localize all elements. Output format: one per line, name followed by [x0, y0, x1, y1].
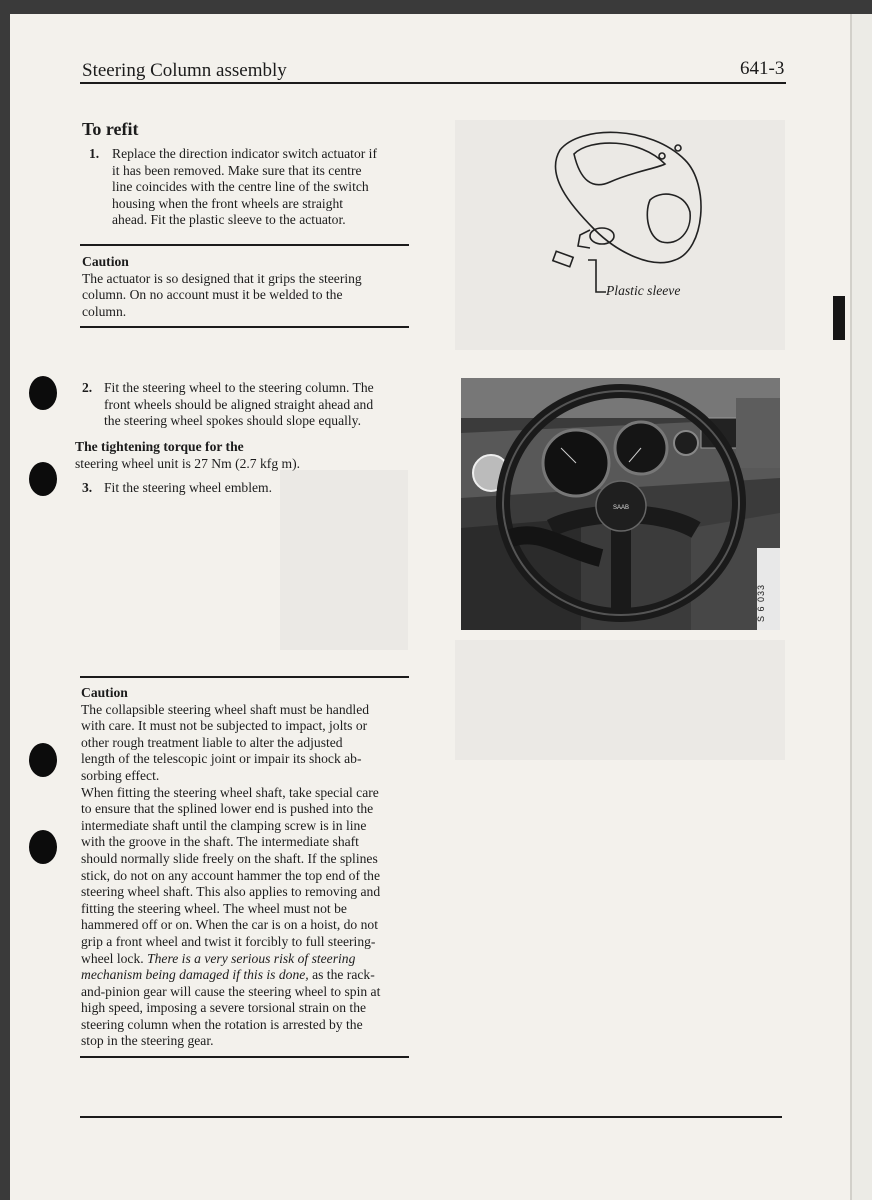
caution-box-1 [82, 254, 410, 320]
figure-code: S 6 033 [756, 583, 766, 622]
plastic-sleeve-label: Plastic sleeve [606, 283, 681, 298]
text-line: Fit the steering wheel to the steering column. The [104, 380, 374, 395]
text-line: with the groove in the shaft. The intermediate shaft [81, 834, 359, 850]
step-3-text: Fit the steering wheel emblem. [104, 480, 272, 495]
caution-title: Caution [82, 254, 129, 269]
text-line: with care. It must not be subjected to impact, jolts or [81, 718, 368, 734]
text-line: hammered off or on. When the car is on a hoist, do not [81, 917, 378, 933]
text-line: steering wheel shaft. This also applies to removing and [81, 884, 381, 900]
text-line-mixed [81, 967, 409, 984]
italic-warning: There is a very serious risk of steering [147, 950, 356, 966]
text-line: other rough treatment liable to alter the adjusted [81, 734, 343, 750]
page-number: 641-3 [740, 58, 785, 79]
text-line: The collapsible steering wheel shaft must be handled [81, 701, 370, 717]
step-number: 1. [89, 146, 100, 161]
text-line: ahead. Fit the plastic sleeve to the actuator. [112, 212, 346, 228]
text-line: stick, do not on any account hammer the top end of the [81, 867, 380, 883]
text-line: front wheels should be aligned straight ahead and [104, 396, 374, 412]
text-line: Replace the direction indicator switch actuator if [112, 146, 377, 161]
text-line: stop in the steering gear. [81, 1033, 214, 1049]
text-line: grip a front wheel and twist it forcibly to full steering- [81, 933, 376, 949]
text-line: column. On no account must it be welded to the [82, 287, 343, 303]
text-line: sorbing effect. [81, 767, 160, 783]
caution-rule-bottom [80, 1056, 409, 1058]
step-number: 3. [82, 480, 93, 495]
text-line: The actuator is so designed that it grips the steering [82, 270, 362, 286]
text-line: line coincides with the centre line of the switch [112, 179, 369, 195]
text-line: and-pinion gear will cause the steering wheel to spin at [81, 983, 381, 999]
binder-hole [29, 830, 57, 864]
step-number: 2. [82, 380, 93, 395]
header-rule [80, 82, 786, 84]
text-line: housing when the front wheels are straight [112, 195, 344, 211]
show-through-shadow [455, 640, 785, 760]
steering-wheel-diagram [540, 120, 720, 300]
binder-hole [29, 376, 57, 410]
text-line: length of the telescopic joint or impair its shock ab- [81, 751, 362, 767]
caution-rule-bottom [80, 326, 409, 328]
step-2-text [104, 380, 402, 430]
binder-hole [29, 462, 57, 496]
step-1-text [112, 146, 410, 229]
text-run: as the rack- [312, 967, 375, 983]
torque-spec [75, 439, 405, 472]
text-run: wheel lock. [81, 950, 144, 966]
caution-rule-top [80, 244, 409, 246]
text-line: When fitting the steering wheel shaft, take special care [81, 784, 379, 800]
text-line: intermediate shaft until the clamping screw is in line [81, 817, 367, 833]
footer-rule [80, 1116, 782, 1118]
text-line-mixed [81, 951, 409, 968]
binder-hole [29, 743, 57, 777]
torque-spec-heading: The tightening torque for the [75, 439, 244, 454]
text-line: steering column when the rotation is arrested by the [81, 1016, 363, 1032]
show-through-shadow [280, 470, 408, 650]
steering-wheel-photo [461, 378, 780, 630]
text-line: column. [82, 303, 127, 319]
caution-title: Caution [81, 685, 128, 700]
caution-box-2 [81, 685, 409, 1050]
section-tab-marker [833, 296, 845, 340]
section-heading: To refit [82, 119, 139, 139]
text-line: fitting the steering wheel. The wheel must not be [81, 900, 347, 916]
page-edge [852, 14, 872, 1200]
text-line: it has been removed. Make sure that its centre [112, 162, 362, 178]
saab-badge: SAAB [612, 505, 630, 511]
text-line: should normally slide freely on the shaft. If the splines [81, 850, 378, 866]
text-line: the steering wheel spokes should slope equally. [104, 413, 361, 429]
page-title: Steering Column assembly [82, 60, 287, 81]
torque-spec-value: steering wheel unit is 27 Nm (2.7 kfg m). [75, 455, 301, 471]
text-line: to ensure that the splined lower end is pushed into the [81, 801, 374, 817]
caution-rule-top [80, 676, 409, 678]
italic-warning: mechanism being damaged if this is done, [81, 967, 309, 983]
text-line: high speed, imposing a severe torsional strain on the [81, 1000, 367, 1016]
